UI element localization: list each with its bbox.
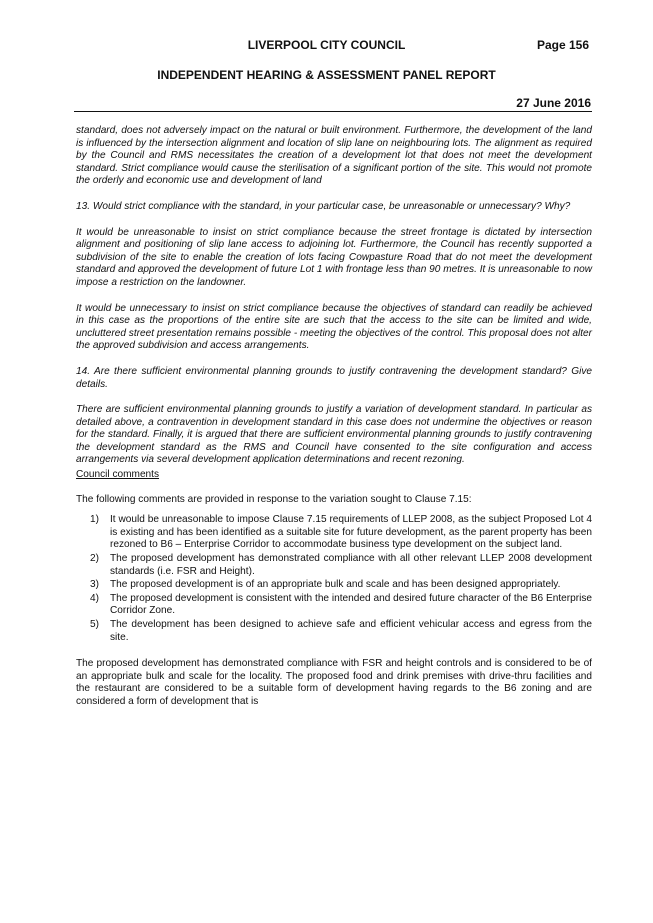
- header-rule: [74, 111, 592, 112]
- answer-unreasonable: It would be unreasonable to insist on strict compliance because the street frontage is dictated by intersection alignment and positioning of slip lane access to adjoining lot. Furthermore, the Council has recently supported a subdivision of the site to enable the creation of lots facing Cowpasture Road that do not meet the development standard and approved the development of future Lot 1 with frontage less than 90 metres. It is unreasonable to now impose a restriction on the landowner.: [76, 226, 592, 288]
- question-13: 13. Would strict compliance with the standard, in your particular case, be unreasonable or unnecessary? Why?: [76, 200, 571, 212]
- comments-list: [76, 514, 592, 644]
- answer-planning-grounds: There are sufficient environmental planning grounds to justify a variation of development standard. In particular as detailed above, a contravention in development standard in this case does not undermine the objectives or reason for the standard. Finally, it is argued that there are sufficient environmental planning grounds to justify contravening the development standard as the RMS and Council have consented to the site configuration and access arrangements via several development application determinations and recent rezoning.: [76, 404, 592, 466]
- list-item: 4) The proposed development is consistent with the intended and desired future character of the B6 Enterprise Corridor Zone.: [90, 592, 592, 617]
- council-name: LIVERPOOL CITY COUNCIL: [247, 38, 406, 52]
- list-item: 2) The proposed development has demonstrated compliance with all other relevant LLEP 2008 development standards (i.e. FSR and Height).: [90, 553, 592, 577]
- list-item: 3) The proposed development is of an appropriate bulk and scale and has been designed appropriately.: [90, 579, 561, 591]
- council-comments-heading: Council comments: [76, 469, 160, 481]
- comments-intro: The following comments are provided in response to the variation sought to Clause 7.15:: [76, 493, 472, 505]
- question-14: 14. Are there sufficient environmental planning grounds to justify contravening the development standard? Give details.: [76, 365, 592, 390]
- page-number: Page 156: [536, 38, 589, 52]
- answer-unnecessary: It would be unnecessary to insist on strict compliance because the objectives of standard can readily be achieved in this case as the proportions of the entire site are such that the access to the site can be limited and wide, uncluttered street presentation remains possible - meeting the objectives of the control. This proposal does not alter the approved subdivision and access arrangements.: [76, 302, 592, 352]
- paragraph-continuation: standard, does not adversely impact on the natural or built environment. Furthermore, the development of the land is influenced by the intersection alignment and location of slip lane on neighbouring lots. The alignment as required by the Council and RMS necessitates the creation of a development lot that does not meet the development standard. Strict compliance would cause the sterilisation of a significant portion of the site. This would not promote the orderly and economic use and development of land: [76, 125, 592, 187]
- report-title: INDEPENDENT HEARING & ASSESSMENT PANEL REPORT: [157, 68, 496, 82]
- document-body: [76, 125, 592, 722]
- conclusion-paragraph: The proposed development has demonstrated compliance with FSR and height controls and is considered to be of an appropriate bulk and scale for the locality. The proposed food and drink premises with drive-thru facilities and the restaurant are considered to be a suitable form of development having regards to the B6 zoning and are considered a form of development that is: [76, 658, 592, 707]
- report-date: 27 June 2016: [516, 96, 591, 110]
- list-item: 5) The development has been designed to achieve safe and efficient vehicular access and egress from the site.: [90, 619, 592, 643]
- list-item: 1) It would be unreasonable to impose Clause 7.15 requirements of LLEP 2008, as the subject Proposed Lot 4 is existing and has been identified as a suitable site for future development, as the parent property has been rezoned to B6 – Enterprise Corridor to accommodate business type development on the subject land.: [90, 514, 593, 551]
